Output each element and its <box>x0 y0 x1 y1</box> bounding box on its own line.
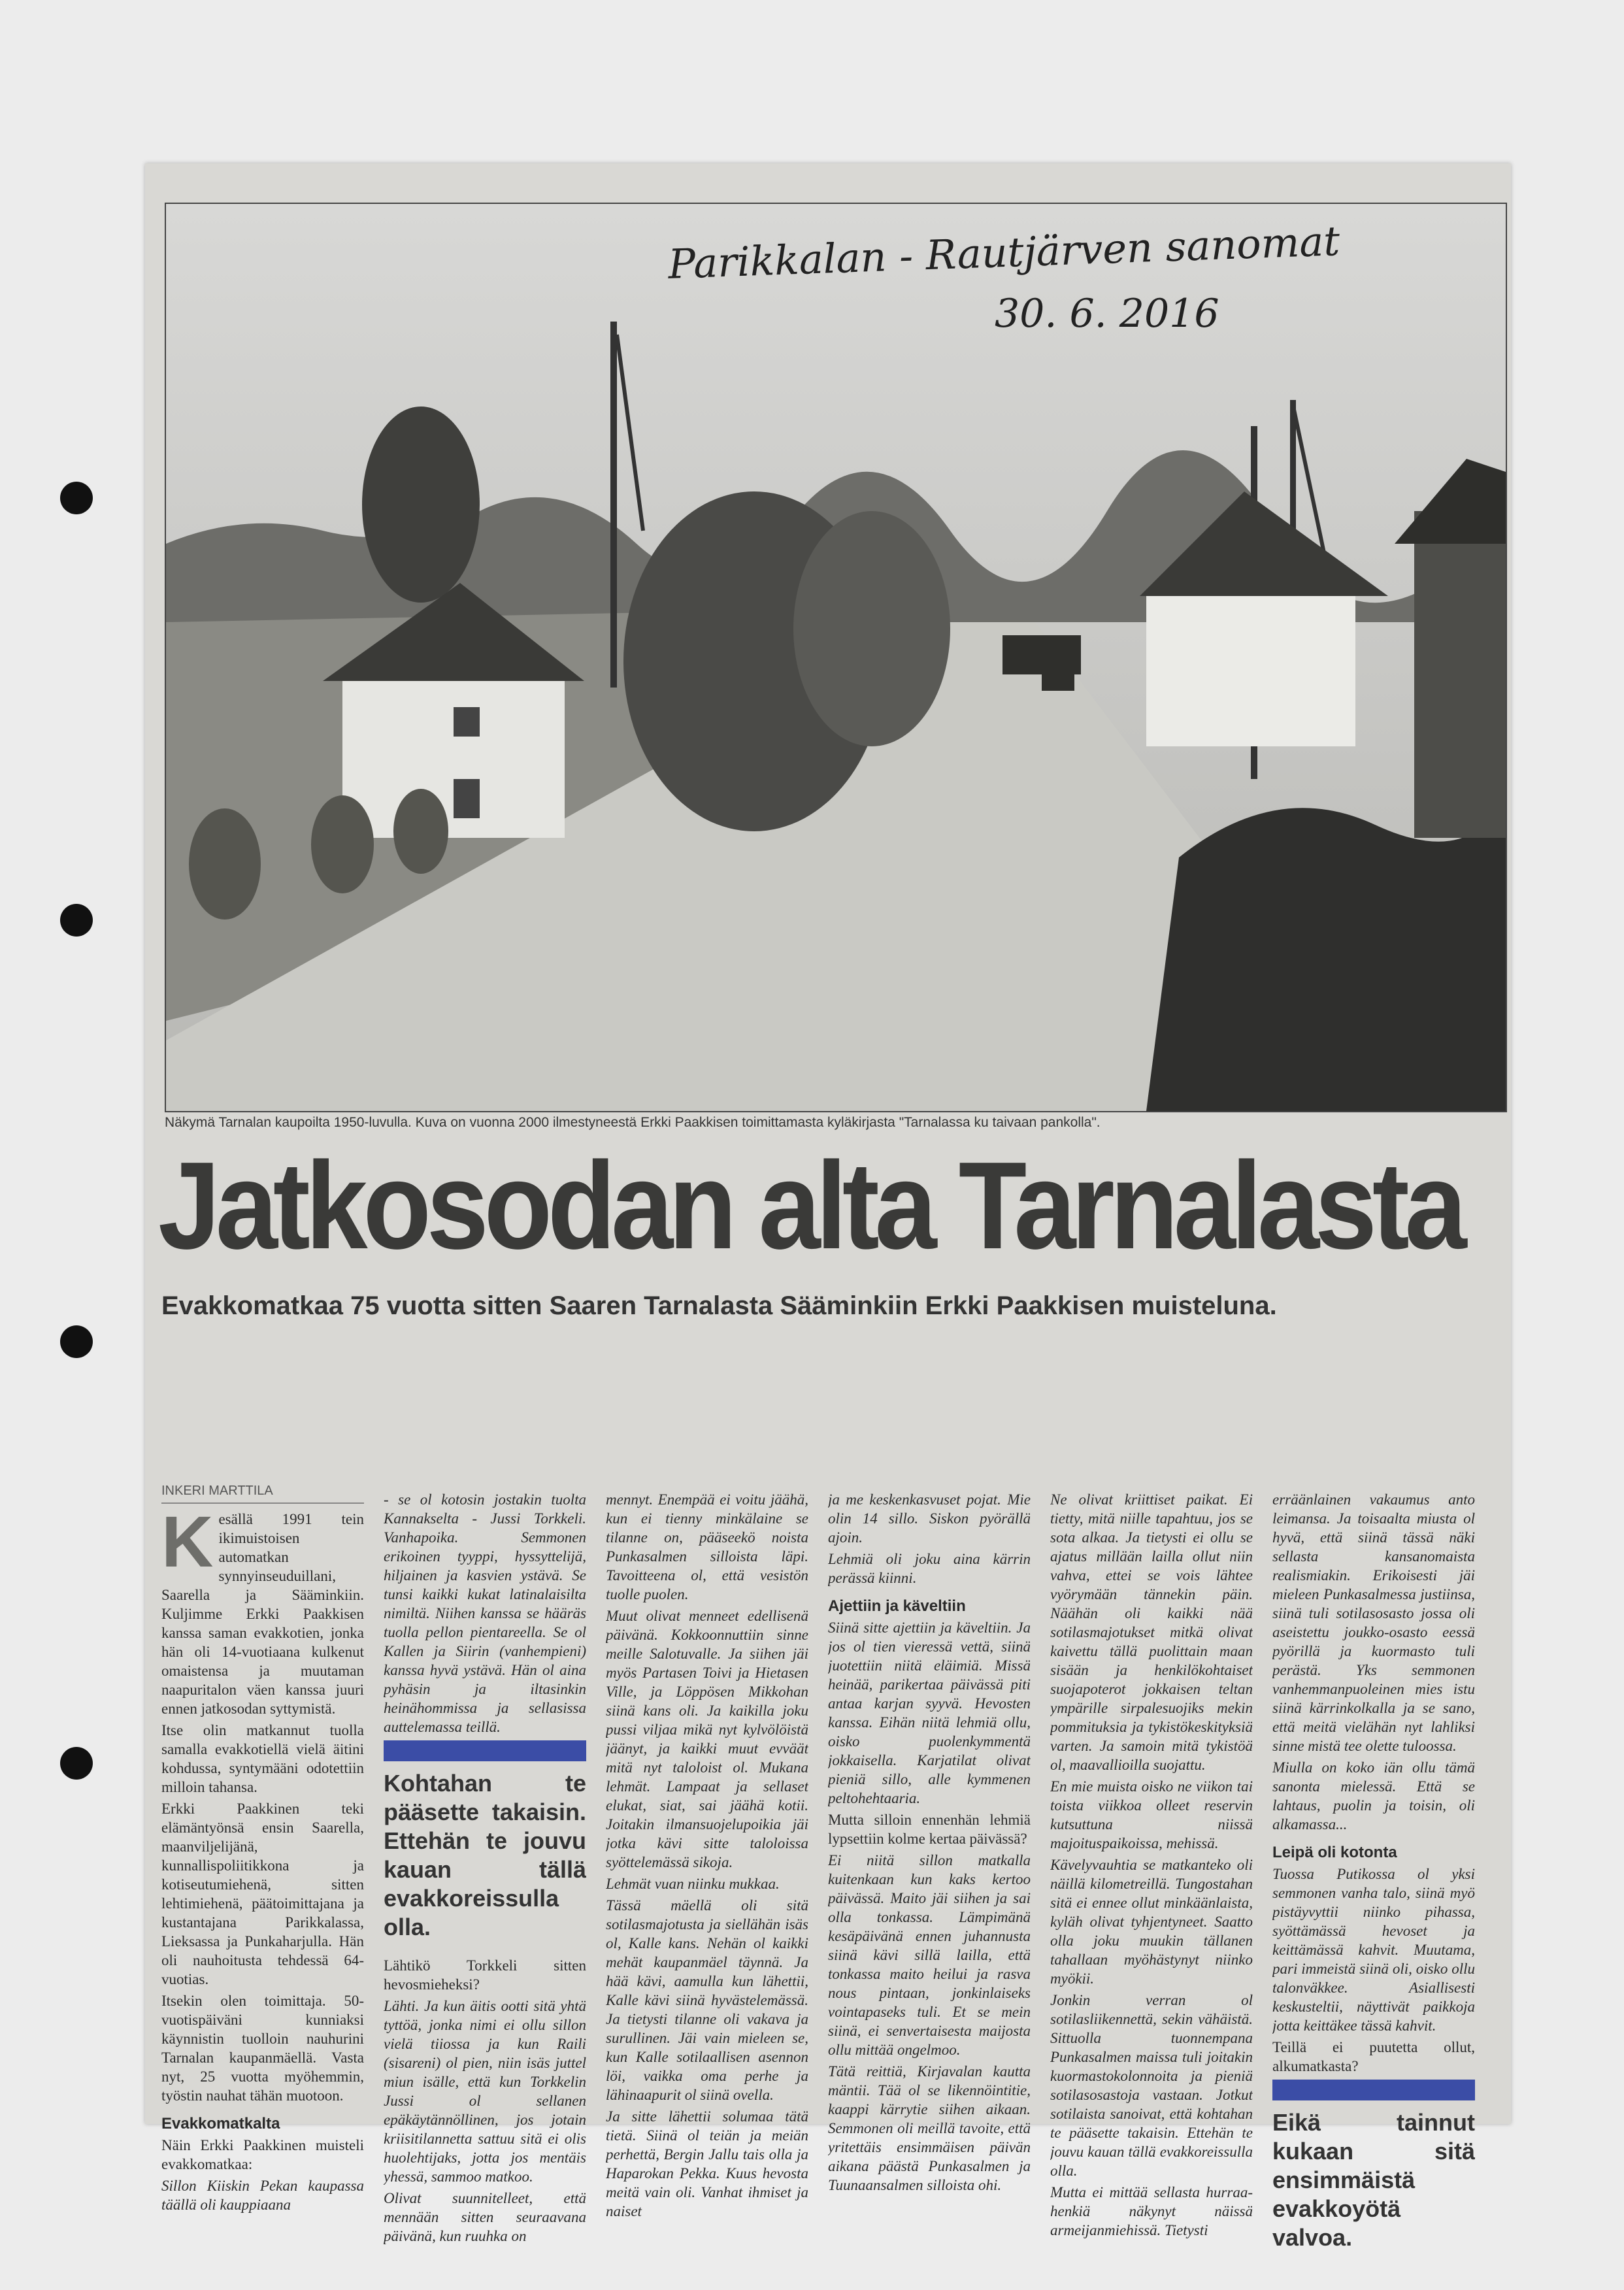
byline: INKERI MARTTILA <box>161 1484 364 1504</box>
quote-text: Kävelyvauhtia se matkanteko oli näillä kilometreillä. Tungostahan sitä ei ennee ollut minkäänlaista, kyläh olivat tyhjentyneet. Saatto olla joku muukin tällanen tahallaan myöhästynyt niinko myökii. <box>1050 1857 1253 1987</box>
headline: Jatkosodan alta Tarnalasta <box>158 1137 1463 1275</box>
paragraph <box>1050 1991 1253 2180</box>
quote-text: Lehmiä oli joku aina kärrin perässä kiinni. <box>828 1551 1031 1586</box>
paragraph <box>606 1874 808 1893</box>
quote-text: - se ol kotosin jostakin tuolta Kannakselta - Jussi Torkkeli. Vanhapoika. Semmonen erikoinen tyyppi, hyssyttelijä, hiljainen ja kasvien ystävä. Se tunsi kaikki kukat latinalaisilta nimiltä. Niihen kanssa se hääräs tuolla pellon pientareella. Se ol Kallen ja Siirin (vanhempieni) kanssa hyvä ystävä. Hän ol aina pyhäsin ja iltasinkin heinähommissa ja sellasissa auttelemassa teillä. <box>384 1491 586 1735</box>
quote-text: Ja sitte lähettii solumaa tätä tietä. Siinä ol teiän ja meiän perhettä, Bergin Jallu tais olla ja Haparokan Pekka. Kuus hevosta meitä vain oli. Vanhat ihmiset ja naiset <box>606 2108 808 2219</box>
quote-text: Tuossa Putikossa ol yksi semmonen vanha talo, siinä myö pistäyvyttii niinko pihassa, syöttämässä hevoset ja keittämässä kahvit. Muutama, pari immeistä siinä oli, oisko ollu talonväkkee. Asiallisesti keskusteltii, näyttivät paikkoja jotta keittäkee tässä kahvit. <box>1272 1866 1475 2034</box>
binder-hole <box>60 1325 93 1358</box>
quote-text: ja me keskenkasvuset pojat. Mie olin 14 sillo. Siskon pyörällä ajoin. <box>828 1491 1031 1546</box>
drop-cap: K <box>161 1510 214 1582</box>
subheading: Leipä oli kotonta <box>1272 1844 1397 1861</box>
paragraph <box>1050 2183 1253 2240</box>
quote-text: Lähti. Ja kun äitis ootti sitä yhtä tyttöä, jonka nimi ei ollu sillon vielä tiiossa ja kun Raili (sisareni) ol pien, niin isäs juttel miun isälle, että kun Torkkelin Jussi ol sellanen epäkäytännöllinen, jos jotain kriisitilannetta sattuu sitä ei olis huolehtijaks, jotta jos mentäis yhessä, sammoo matkoo. <box>384 1998 586 2185</box>
paragraph <box>384 1490 586 1736</box>
paragraph <box>384 2189 586 2246</box>
quote-text: Ne olivat kriittiset paikat. Ei tietty, mitä niille tapahtuu, jos se sota alkaa. Ja tietysti ei ollu se ajatus millään lailla ollut niin vahva, ettei se vois lähtee vyörymään tännekin päin. Näähän oli kaikki nää sotilasmajotukset mitkä olivat kaivettu tällä puolittain maan sisään ja henkilökohtaiset suojapoterot jokkaisen teltan ympärille sirpalesuojiks mekin pommituksia ja tykistökeskityksiä varten. Ja samoin mitä tykistöä ol, maavallioilla suojattu. <box>1050 1491 1253 1773</box>
quote-text: Siinä sitte ajettiin ja käveltiin. Ja jos ol tien vieressä vettä, siinä juotettiin niitä eläimiä. Missä heinää, parikertaa päivässä piti antaa karjan syyvä. Hevosten kanssa. Eihän niitä lehmiä ollu, oisko puolenkymmentä jokkaisella. Karjatilat olivat pieniä sillo, alle kymmenen peltohehtaaria. <box>828 1619 1031 1806</box>
paragraph <box>606 1606 808 1872</box>
paragraph <box>1050 1855 1253 1988</box>
quote-text: Miulla on koko iän ollu tämä sanonta mielessä. Että se lahtaus, puolin ja toisin, oli alkamassa... <box>1272 1759 1475 1833</box>
paragraph <box>828 1618 1031 1808</box>
paragraph <box>384 1997 586 2186</box>
paragraph <box>1272 1758 1475 1834</box>
paragraph: Mutta silloin ennenhän lehmiä lypsettiin kolme kertaa päivässä? <box>828 1812 1031 1847</box>
quote-text: Muut olivat menneet edellisenä päivänä. Kokkoonnuttiin sinne meille Salotuvalle. Ja siihen jäi myös Partasen Toivi ja Hietasen Ville, ja Löppösen Mikkohan siinä kans oli. Ja kaikilla joku pussi viljaa mikä nyt kylvölöistä jäänyt, ja kaikki muut evväät mitä nyt taloloist ol. Mukana lehmät. Lampaat ja sellaset elukat, siat, sai jäähä kotii. Joitakin ilmansuojelupoikia jäi jotka kävi sitte taloloissa syöttelemässä sikoja. <box>606 1608 808 1870</box>
quote-text: Tätä reittiä, Kirjavalan kautta mäntii. Tää ol se likennöintitie, kaappi kärrytie siihen aikaan. Semmonen oli meillä tavoite, että yritettäis ensimmäisen päivän aikana päästä Punkasalmen ja Tuunaansalmen silloista ohi. <box>828 2063 1031 2193</box>
paragraph <box>161 1510 364 1718</box>
paragraph <box>828 1550 1031 1587</box>
quote-text: Ei niitä sillon matkalla kuitenkaan kun kaks kertoo päivässä. Maito jäi siihen ja sai olla tonkassa. Lämpimänä kesäpäivänä ennen juhannusta siinä kävi sillä lailla, että tonkassa maito heilui ja rasva nous pintaan, jonkinlaiseks vointapaseks tuli. Et se mein siinä, ei senvertaisesta maijosta ollu mittää ongelmoo. <box>828 1852 1031 2058</box>
paragraph: Erkki Paakkinen teki elämäntyönsä ensin Saarella, maanviljelijänä, kunnallispoliitikkona ja kotiseutumiehenä, sitten lehtimiehenä, päätoimittajana ja kustantajana Parikkalassa, Lieksassa ja Punkaharjulla. Hän oli nauhoitusta tehdessä 64-vuotias. <box>161 1800 364 1987</box>
pullquote-bar <box>384 1740 586 1761</box>
paragraph <box>1050 1777 1253 1853</box>
village-photo <box>165 203 1507 1112</box>
village-photo-image <box>166 204 1506 1111</box>
quote-text: mennyt. Enempää ei voitu jäähä, kun ei tienny minkälaine se tilanne on, pääseekö noista Punkasalmen silloista läpi. Tavoitteena ol, että vesistön tuolle puolen. <box>606 1491 808 1602</box>
paragraph <box>828 2062 1031 2195</box>
article-column-4 <box>828 1490 1031 2281</box>
binder-hole <box>60 904 93 937</box>
paragraph <box>1050 1490 1253 1774</box>
paragraph <box>1272 1865 1475 2035</box>
quote-text: Mutta ei mittää sellasta hurraa-henkiä näkynyt näissä armeijanmiehissä. Tietysti <box>1050 2184 1253 2238</box>
paragraph <box>606 1490 808 1604</box>
paragraph-text: esällä 1991 tein ikimuistoisen automatkan synnyinseuduillani, Saarella ja Sääminkiin. Kuljimme Erkki Paakkisen kanssa saman evakkotien, jonka hän oli 14-vuotiaana kulkenut omaistensa ja muutaman naapuritalon väen kanssa juuri ennen jatkosodan syttymistä. <box>161 1511 364 1717</box>
article-column-3 <box>606 1490 808 2281</box>
newspaper-clipping <box>145 163 1511 2251</box>
paragraph <box>606 2107 808 2221</box>
quote-text: Lehmät vuan niinku mukkaa. <box>606 1876 780 1892</box>
paragraph: Itse olin matkannut tuolla samalla evakkotiellä vielä äitini kohdussa, syntymääni odotettiin milloin tahansa. <box>161 1722 364 1795</box>
quote-text: erräänlainen vakaumus anto leimansa. Ja toisaalta miusta ol hyvä, että siinä tässä näki sellasta kansanomaista realismiakin. Erikoisesti jäi mieleen Punkasalmessa justiinsa, siinä tuli sotilasosasto jossa oli aseistettu joukko-osasto eessä pyörillä ja kuormasto tuli perästä. Yks semmonen vanhemmanpuoleinen mies istu siinä kärrinkolkalla ja se sano, että meitä vielähän nyt lahliksi sinne mistä tee olette tuloossa. <box>1272 1491 1475 1754</box>
paragraph: Teillä ei puutetta ollut, alkumatkasta? <box>1272 2039 1475 2074</box>
article-column-2 <box>384 1490 586 2281</box>
paragraph: Itsekin olen toimittaja. 50-vuotispäiväni kunniaksi käynnistin tuolloin nauhurini Tarnalan kaupanmäellä. Vasta nyt, 25 vuotta myöhemmin, työstin nauhat tähän muotoon. <box>161 1993 364 2104</box>
pullquote-bar <box>1272 2080 1475 2100</box>
binder-hole <box>60 1747 93 1780</box>
quote-text: En mie muista oisko ne viikon tai toista viikkoa olleet reservin kutsuttuna niissä majoituspaikoissa, mehissä. <box>1050 1778 1253 1851</box>
paragraph <box>828 1851 1031 2059</box>
paragraph: Lähtikö Torkkeli sitten hevosmieheksi? <box>384 1957 586 1993</box>
article-column-1 <box>161 1510 364 2281</box>
paragraph <box>1272 1490 1475 1755</box>
subheading: Evakkomatkalta <box>161 2115 280 2132</box>
paragraph <box>606 1896 808 2104</box>
quote-text: Tässä mäellä oli sitä sotilasmajotusta ja siellähän isäs ol, Kalle kans. Nehän ol kaikki mehät kaupanmäel täynnä. Ja hää kävi, aamulla kun lähettii, Kalle kävi siinä hyvästelemässä. Ja tietysti tilanne oli vakava ja surullinen. Jäi vain mieleen se, kun Kalle sotilaallisen asennon löi, vaikka oma perhe ja lähinaapurit ol siinä ovella. <box>606 1897 808 2103</box>
paragraph: Näin Erkki Paakkinen muisteli evakkomatkaa: <box>161 2137 364 2172</box>
handwritten-source-note: Parikkalan - Rautjärven sanomat <box>667 217 1341 288</box>
handwritten-date: 30. 6. 2016 <box>995 291 1219 337</box>
quote-text: Olivat suunnitelleet, että mennään sitten seuraavana päivänä, kun ruuhka on <box>384 2190 586 2244</box>
pullquote: Kohtahan te pääsette takaisin. Ettehän te jouvu kauan tällä evakkoreissulla olla. <box>384 1770 586 1940</box>
binder-hole <box>60 482 93 514</box>
article-column-5 <box>1050 1490 1253 2281</box>
paragraph <box>161 2176 364 2214</box>
paragraph <box>828 1490 1031 1547</box>
pullquote: Eikä tainnut kukaan sitä ensimmäistä evakkoyötä valvoa. <box>1272 2109 1475 2251</box>
deck: Evakkomatkaa 75 vuotta sitten Saaren Tarnalasta Sääminkiin Erkki Paakkisen muisteluna. <box>161 1291 1277 1320</box>
subheading: Ajettiin ja käveltiin <box>828 1597 966 1615</box>
photo-caption: Näkymä Tarnalan kaupoilta 1950-luvulla. Kuva on vuonna 2000 ilmestyneestä Erkki Paakkisen toimittamasta kyläkirjasta "Tarnalassa ku taivaan pankolla". <box>165 1115 1101 1130</box>
quote-text: Jonkin verran ol sotilasliikennettä, sekin vähäistä. Sittuolla tuonnempana Punkasalmen maissa tuli joitakin kuormastokolonnoita ja pieniä sotilasosastoja vastaan. Jotkut sotilaista sanoivat, että kohtahan te pääsette takaisin. Ettehän te jouvu kauan tällä evakkoreissulla olla. <box>1050 1992 1253 2179</box>
article-column-6 <box>1272 1490 1475 2281</box>
quote-text: Sillon Kiiskin Pekan kaupassa täällä oli kauppiaana <box>161 2178 364 2213</box>
